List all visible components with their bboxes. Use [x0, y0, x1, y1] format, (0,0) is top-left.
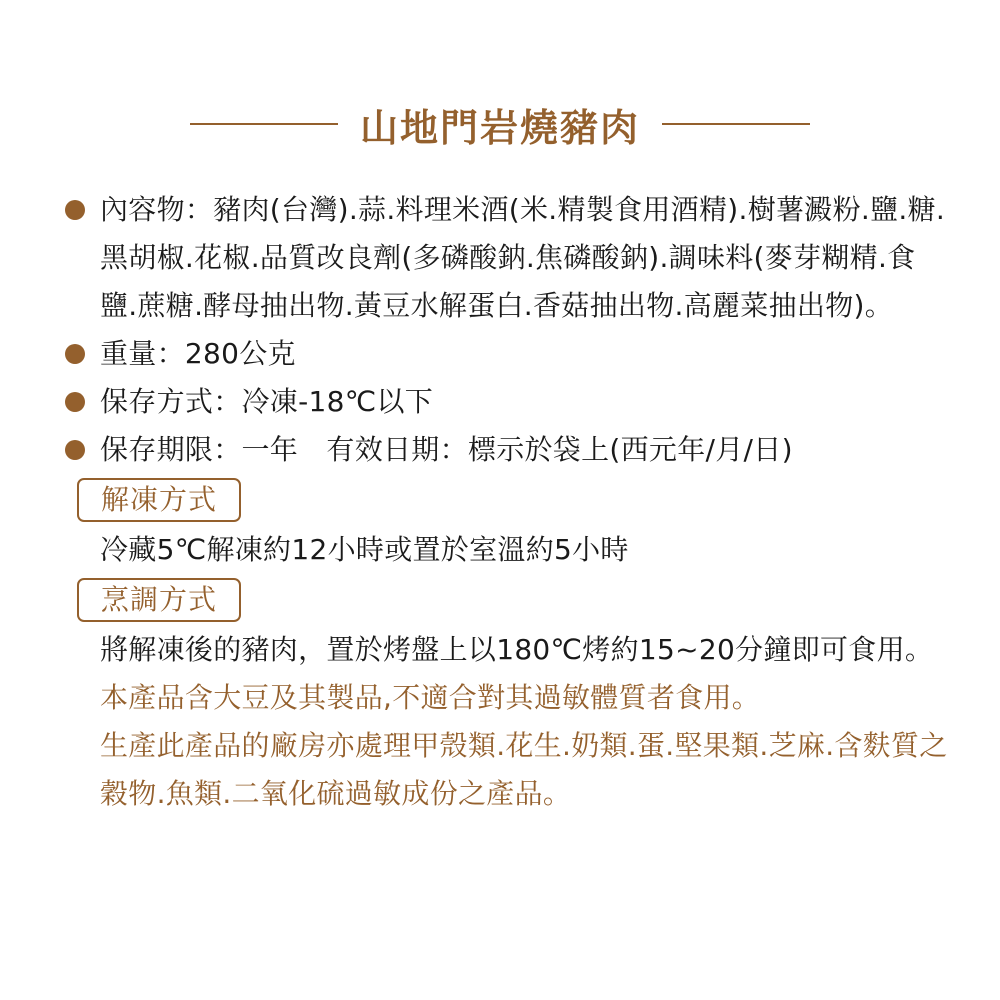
- page-title: 山地門岩燒豬肉: [359, 105, 640, 150]
- product-info: [0, 186, 1000, 818]
- thawing-section: [0, 474, 1000, 574]
- title-right-line: [662, 123, 810, 125]
- cooking-label: 烹調方式: [77, 578, 241, 622]
- circle-bullet-icon: [65, 344, 85, 364]
- thawing-label: 解凍方式: [77, 478, 241, 522]
- circle-bullet-icon: [65, 392, 85, 412]
- cooking-text: 將解凍後的豬肉，置於烤盤上以180℃烤約15~20分鐘即可食用。: [100, 633, 934, 666]
- circle-bullet-icon: [65, 440, 85, 460]
- weight-text: 重量：280公克: [100, 337, 296, 370]
- facility-allergen-warning: 生產此產品的廠房亦處理甲殼類.花生.奶類.蛋.堅果類.芝麻.含麩質之穀物.魚類.二氧化硫過敏成份之產品。: [100, 729, 948, 810]
- bullet-weight: [0, 330, 950, 378]
- allergen-warning: 本產品含大豆及其製品,不適合對其過敏體質者食用。: [100, 681, 761, 714]
- bullet-ingredients: [0, 186, 950, 330]
- cooking-section: [0, 574, 1000, 674]
- storage-method-text: 保存方式：冷凍-18℃以下: [100, 385, 434, 418]
- title-left-line: [190, 123, 338, 125]
- circle-bullet-icon: [65, 200, 85, 220]
- bullet-shelf-life: [0, 426, 950, 474]
- bullet-storage-method: [0, 378, 950, 426]
- ingredients-text: 內容物：豬肉(台灣).蒜.料理米酒(米.精製食用酒精).樹薯澱粉.鹽.糖.黑胡椒.花椒.品質改良劑(多磷酸鈉.焦磷酸鈉).調味料(麥芽糊精.食鹽.蔗糖.酵母抽出物.黃豆水解蛋白.香菇抽出物.高麗菜抽出物)。: [100, 193, 946, 322]
- title-row: [0, 92, 1000, 156]
- thawing-text: 冷藏5℃解凍約12小時或置於室溫約5小時: [100, 533, 629, 566]
- shelf-life-text: 保存期限：一年 有效日期：標示於袋上(西元年/月/日): [100, 433, 793, 466]
